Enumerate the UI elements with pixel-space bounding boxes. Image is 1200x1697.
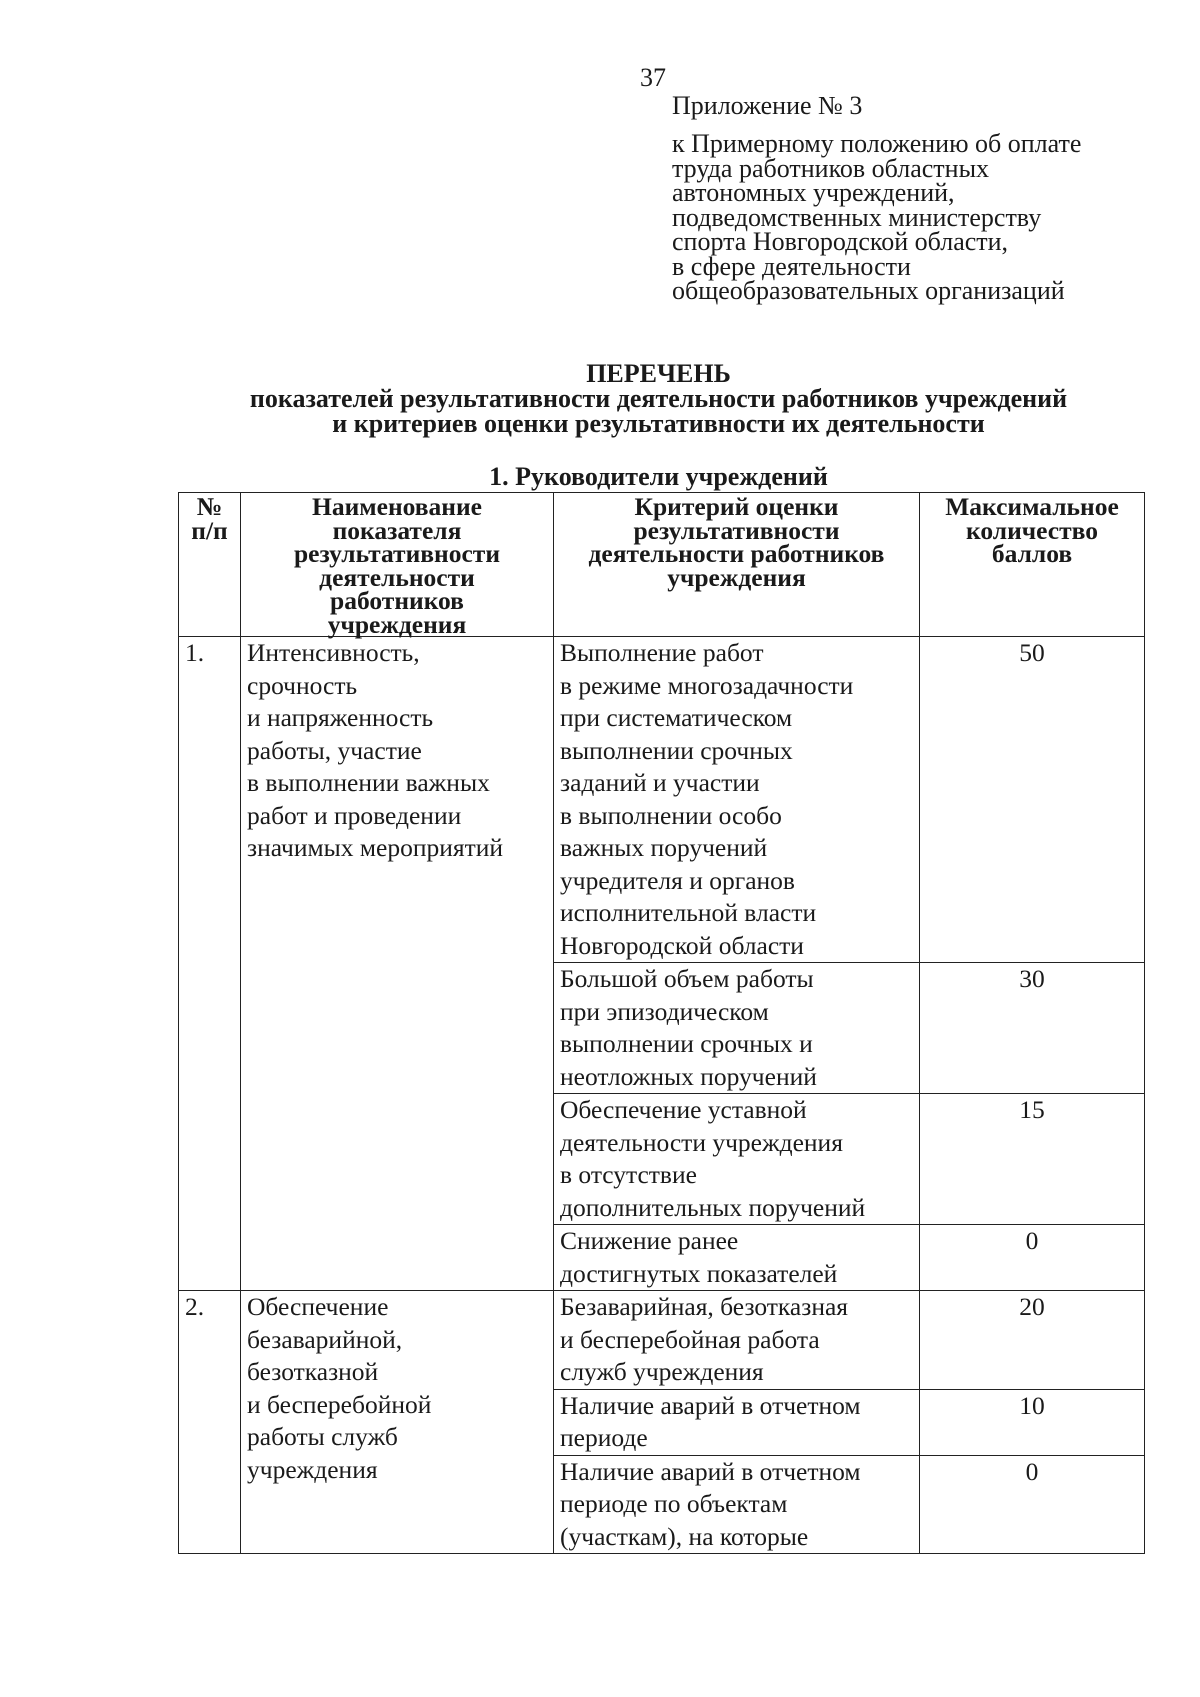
points-cell: 50 xyxy=(920,637,1145,963)
header-criteria: Критерий оценки результативности деятельности работников учреждения xyxy=(554,493,920,637)
points-cell: 15 xyxy=(920,1094,1145,1225)
section-title: 1. Руководители учреждений xyxy=(489,462,828,491)
criteria-cell: Обеспечение уставной деятельности учреждения в отсутствие дополнительных поручений xyxy=(554,1094,920,1225)
table-row xyxy=(179,637,1145,963)
header-indicator: Наименование показателя результативности деятельности работников учреждения xyxy=(241,493,554,637)
title-heading: ПЕРЕЧЕНЬ xyxy=(586,359,731,388)
title-line-1: показателей результативности деятельности работников учреждений xyxy=(249,384,1068,413)
appendix-line: труда работников областных xyxy=(672,153,990,183)
appendix-line: подведомственных министерству xyxy=(672,202,1042,232)
points-cell: 20 xyxy=(920,1291,1145,1390)
criteria-cell: Наличие аварий в отчетном периоде по объектам (участкам), на которые xyxy=(554,1455,920,1554)
title-line-2: и критериев оценки результативности их деятельности xyxy=(332,409,985,438)
appendix-line: в сфере деятельности xyxy=(672,251,911,281)
criteria-cell: Безаварийная, безотказная и бесперебойная работа служб учреждения xyxy=(554,1291,920,1390)
criteria-cell: Выполнение работ в режиме многозадачности при систематическом выполнении срочных заданий и участии в выполнении особо важных поручений учредителя и органов исполнительной власти Новгородской области xyxy=(554,637,920,963)
indicator-cell: Обеспечение безаварийной, безотказной и бесперебойной работы служб учреждения xyxy=(241,1291,554,1554)
indicator-cell: Интенсивность, срочность и напряженность работы, участие в выполнении важных работ и проведении значимых мероприятий xyxy=(241,637,554,1291)
points-cell: 0 xyxy=(920,1225,1145,1291)
row-number: 2. xyxy=(179,1291,241,1554)
criteria-cell: Снижение ранее достигнутых показателей xyxy=(554,1225,920,1291)
document-title xyxy=(150,361,1167,436)
indicators-table xyxy=(178,492,1145,1554)
criteria-cell: Наличие аварий в отчетном периоде xyxy=(554,1389,920,1455)
appendix-description xyxy=(672,129,1082,305)
appendix-title: Приложение № 3 xyxy=(672,91,863,120)
page-number: 37 xyxy=(640,63,666,92)
points-cell: 0 xyxy=(920,1455,1145,1554)
appendix-line: к Примерному положению об оплате xyxy=(672,129,1082,158)
points-cell: 10 xyxy=(920,1389,1145,1455)
points-cell: 30 xyxy=(920,963,1145,1094)
appendix-line: общеобразовательных организаций xyxy=(672,276,1065,305)
row-number: 1. xyxy=(179,637,241,1291)
appendix-line: автономных учреждений, xyxy=(672,178,955,207)
header-number: № п/п xyxy=(179,493,241,637)
criteria-cell: Большой объем работы при эпизодическом выполнении срочных и неотложных поручений xyxy=(554,963,920,1094)
header-points: Максимальное количество баллов xyxy=(920,493,1145,637)
appendix-line: спорта Новгородской области, xyxy=(672,227,1009,256)
table-row xyxy=(179,1291,1145,1390)
table-header-row xyxy=(179,493,1145,637)
